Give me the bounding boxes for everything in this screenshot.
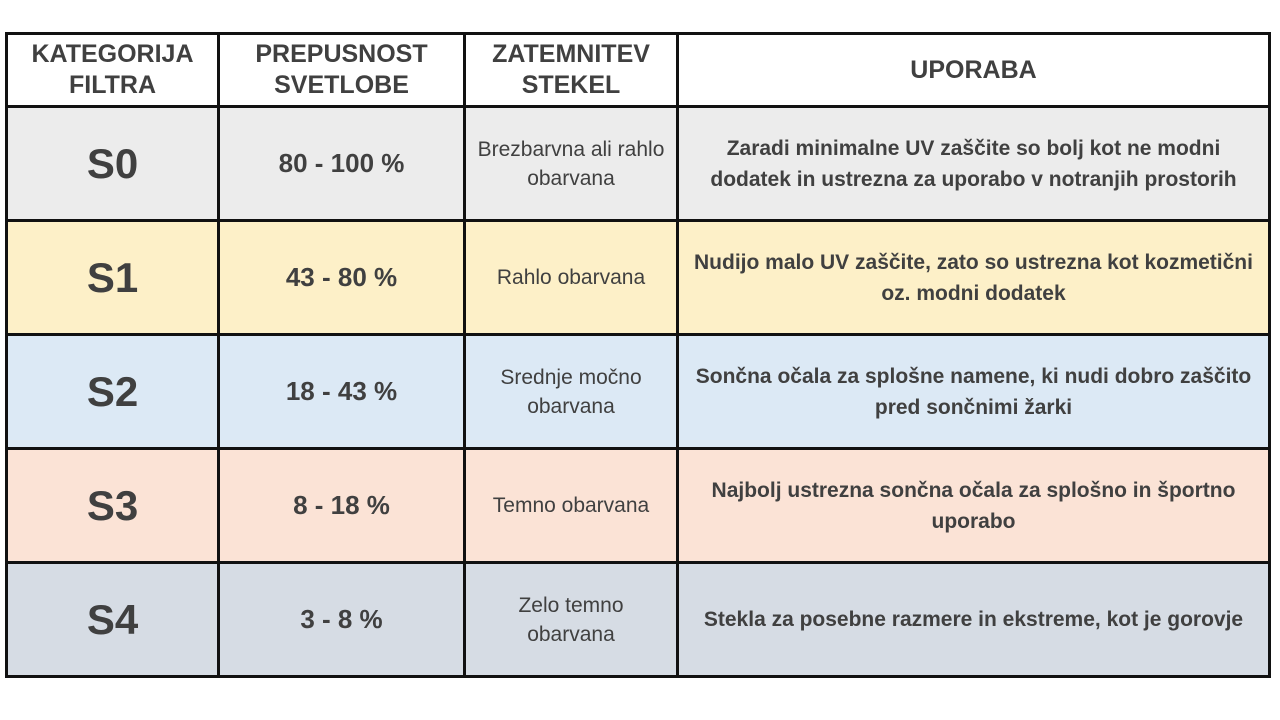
table-row <box>7 107 1270 221</box>
category-cell: S4 <box>7 563 219 677</box>
transmission-cell: 43 - 80 % <box>219 221 465 335</box>
tint-cell: Zelo temno obarvana <box>465 563 678 677</box>
category-cell: S1 <box>7 221 219 335</box>
usage-cell: Stekla za posebne razmere in ekstreme, kot je gorovje <box>678 563 1270 677</box>
transmission-cell: 80 - 100 % <box>219 107 465 221</box>
table-header-row <box>7 34 1270 107</box>
filter-category-table <box>5 32 1271 678</box>
header-filter-category: KATEGORIJA FILTRA <box>7 34 219 107</box>
category-cell: S2 <box>7 335 219 449</box>
category-cell: S0 <box>7 107 219 221</box>
category-cell: S3 <box>7 449 219 563</box>
usage-cell: Nudijo malo UV zaščite, zato so ustrezna kot kozmetični oz. modni dodatek <box>678 221 1270 335</box>
usage-cell: Zaradi minimalne UV zaščite so bolj kot ne modni dodatek in ustrezna za uporabo v notranjih prostorih <box>678 107 1270 221</box>
tint-cell: Temno obarvana <box>465 449 678 563</box>
tint-cell: Rahlo obarvana <box>465 221 678 335</box>
table-row <box>7 563 1270 677</box>
table-row <box>7 449 1270 563</box>
usage-cell: Sončna očala za splošne namene, ki nudi dobro zaščito pred sončnimi žarki <box>678 335 1270 449</box>
usage-cell: Najbolj ustrezna sončna očala za splošno in športno uporabo <box>678 449 1270 563</box>
table-row <box>7 221 1270 335</box>
table-row <box>7 335 1270 449</box>
header-usage: UPORABA <box>678 34 1270 107</box>
tint-cell: Brezbarvna ali rahlo obarvana <box>465 107 678 221</box>
header-light-transmission: PREPUSNOST SVETLOBE <box>219 34 465 107</box>
tint-cell: Srednje močno obarvana <box>465 335 678 449</box>
transmission-cell: 8 - 18 % <box>219 449 465 563</box>
header-lens-tint: ZATEMNITEV STEKEL <box>465 34 678 107</box>
transmission-cell: 18 - 43 % <box>219 335 465 449</box>
transmission-cell: 3 - 8 % <box>219 563 465 677</box>
